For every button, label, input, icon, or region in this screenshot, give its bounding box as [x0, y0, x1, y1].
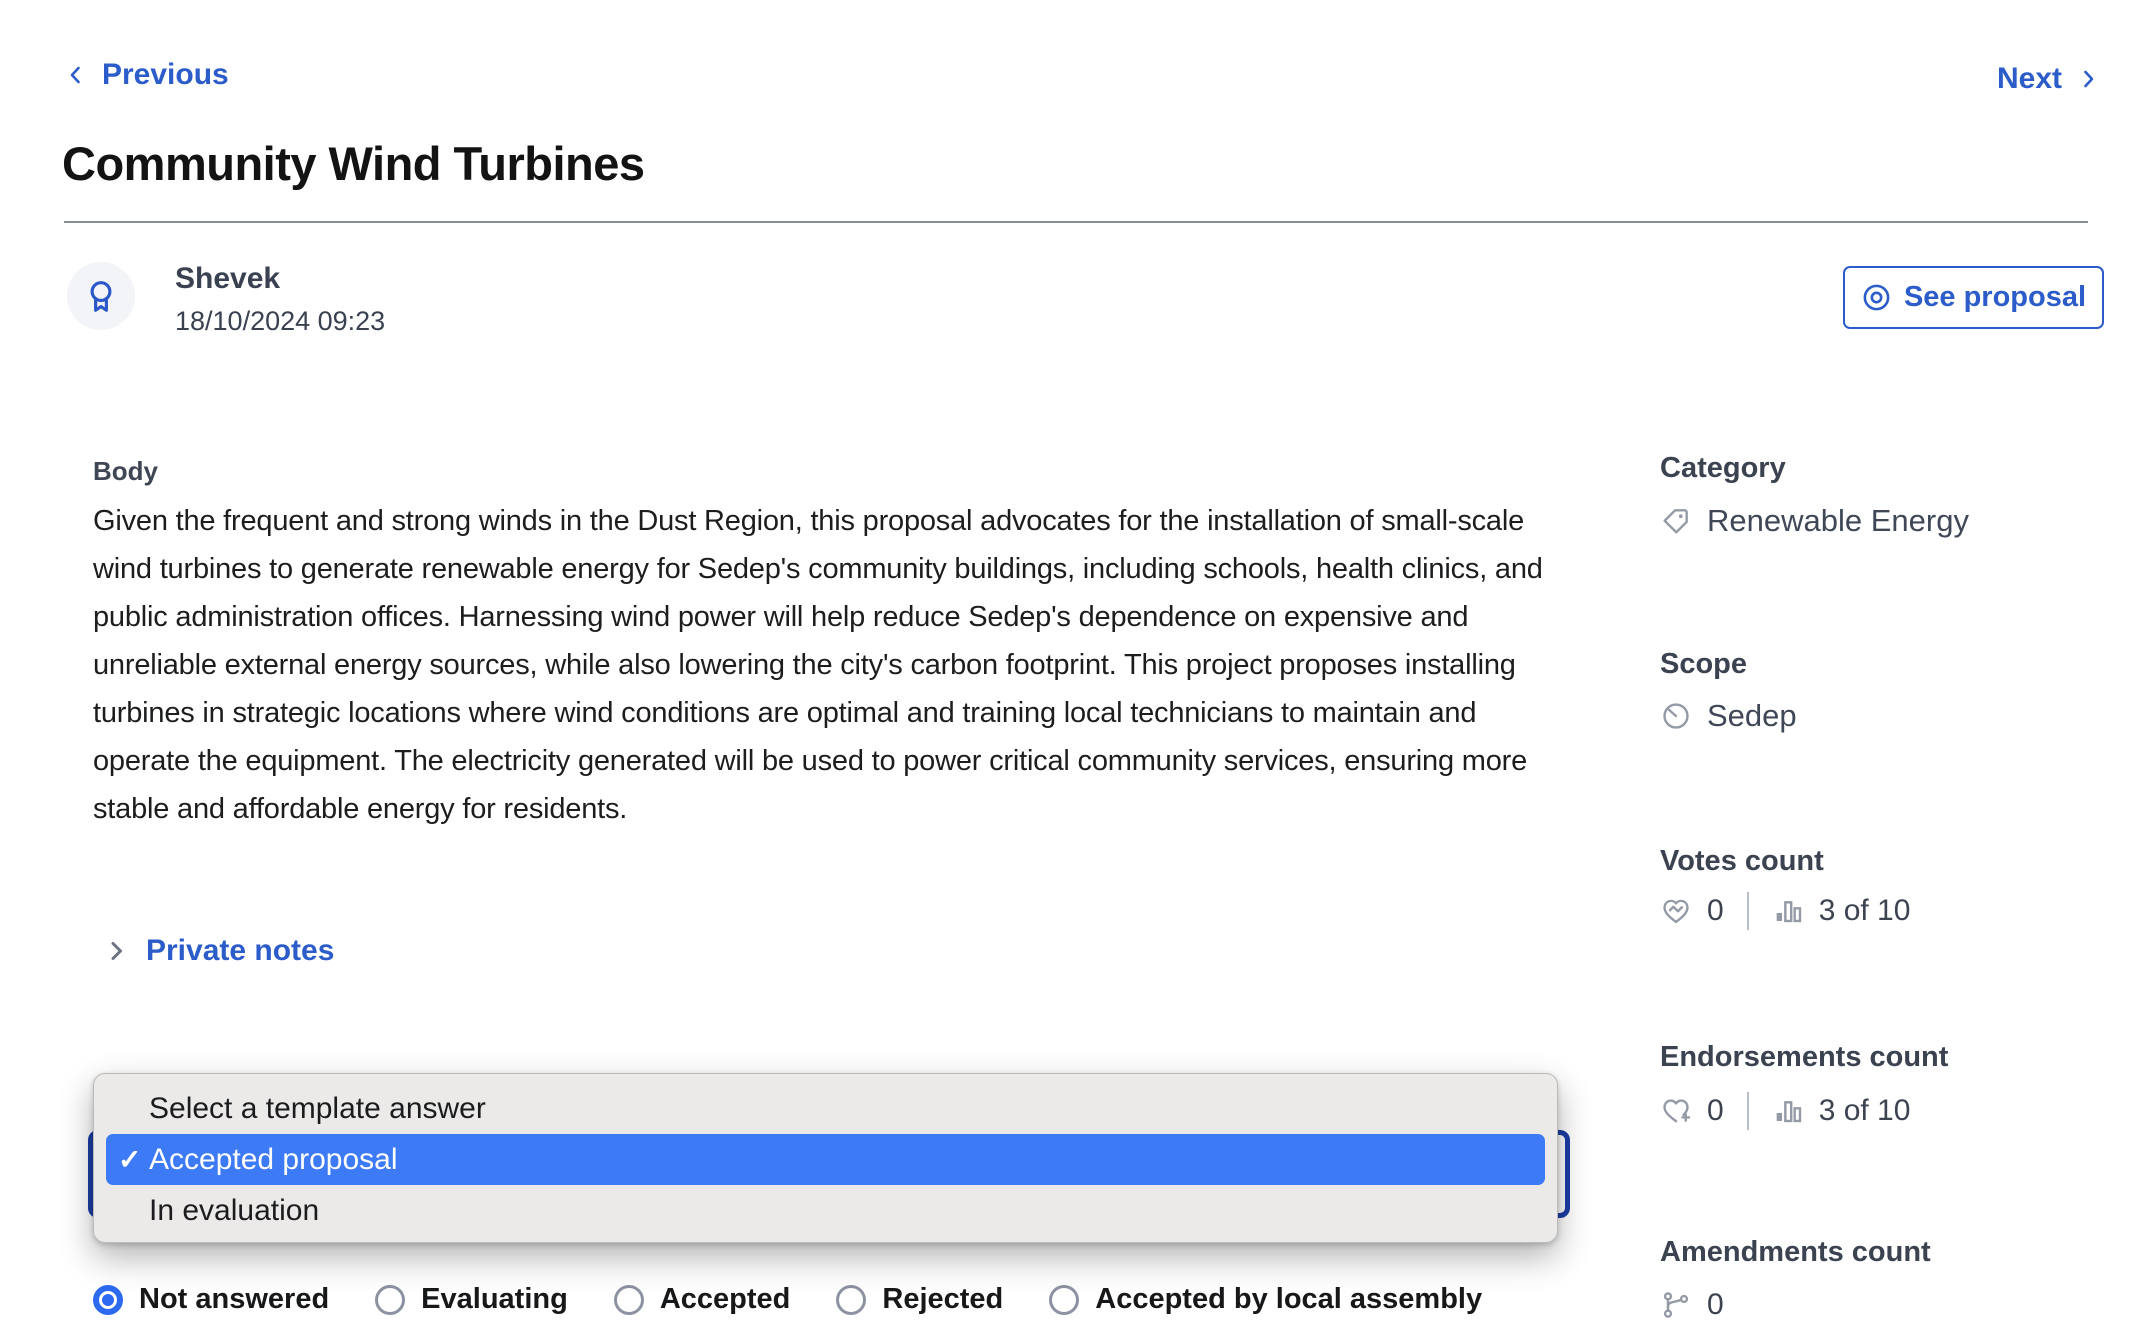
radio-button-icon[interactable] [93, 1285, 123, 1315]
radio-label: Evaluating [421, 1283, 568, 1315]
answer-state-radio-group [93, 1283, 1482, 1316]
votes-count-row [1660, 892, 1910, 930]
scope-value: Sedep [1707, 698, 1797, 733]
heart-pulse-icon [1660, 895, 1692, 927]
radio-button-icon[interactable] [375, 1285, 405, 1315]
scope-heading: Scope [1660, 648, 1748, 680]
eye-icon [1861, 282, 1892, 313]
private-notes-toggle[interactable] [104, 934, 334, 968]
chevron-right-icon [2076, 67, 2100, 91]
tag-icon [1660, 505, 1692, 537]
radio-button-icon[interactable] [1049, 1285, 1079, 1315]
votes-progress-value: 3 of 10 [1818, 894, 1911, 927]
dropdown-option-label: In evaluation [149, 1193, 320, 1227]
author-timestamp: 18/10/2024 09:23 [175, 306, 386, 336]
category-value: Renewable Energy [1707, 503, 1969, 538]
endorsements-count-value: 0 [1707, 1094, 1724, 1127]
votes-count-value: 0 [1707, 894, 1724, 927]
category-row [1660, 503, 1969, 539]
endorsements-progress-value: 3 of 10 [1818, 1094, 1911, 1127]
radio-label: Accepted [659, 1283, 791, 1315]
radio-label: Not answered [139, 1283, 330, 1315]
amendments-count-row [1660, 1288, 1724, 1322]
category-heading: Category [1660, 452, 1786, 484]
radio-evaluating[interactable] [375, 1283, 568, 1316]
body-label: Body [93, 456, 158, 486]
next-link[interactable] [1997, 62, 2100, 96]
amendments-count-heading: Amendments count [1660, 1236, 1931, 1268]
scope-row [1660, 698, 1797, 734]
dropdown-option-label: Accepted proposal [149, 1142, 398, 1176]
avatar [67, 262, 135, 330]
dropdown-option-label: Select a template answer [149, 1091, 486, 1125]
radio-label: Accepted by local assembly [1095, 1283, 1483, 1315]
check-icon: ✓ [118, 1144, 142, 1175]
previous-link[interactable] [64, 58, 229, 92]
body-text: Given the frequent and strong winds in the Dust Region, this proposal advocates for the installation of small-scale wind turbines to generate renewable energy for Sedep's community buildings, including schools, health clinics, and public administration offices. Harnessing wind power will help reduce Sedep's dependence on expensive and unreliable external energy sources, while also lowering the city's carbon footprint. This project proposes installing turbines in strategic locations where wind conditions are optimal and training local technicians to maintain and operate the equipment. The electricity generated will be used to power critical community services, ensuring more stable and affordable energy for residents. [93, 505, 1543, 825]
see-proposal-button[interactable] [1843, 266, 2104, 329]
bar-chart-icon [1772, 1095, 1804, 1127]
endorsements-count-row [1660, 1092, 1910, 1130]
heart-plus-icon [1660, 1095, 1692, 1127]
radio-not-answered[interactable] [93, 1283, 329, 1316]
dropdown-option-in-evaluation[interactable] [94, 1185, 1557, 1236]
radio-button-icon[interactable] [614, 1285, 644, 1315]
radio-rejected[interactable] [836, 1283, 1003, 1316]
git-branch-icon [1660, 1289, 1692, 1321]
stat-divider [1747, 892, 1749, 930]
see-proposal-label: See proposal [1903, 281, 2087, 313]
title-divider [64, 221, 2088, 223]
private-notes-label: Private notes [146, 934, 335, 967]
previous-label: Previous [102, 58, 229, 91]
votes-count-heading: Votes count [1660, 845, 1824, 877]
author-name: Shevek [175, 262, 281, 295]
next-label: Next [1996, 62, 2062, 95]
dropdown-option-accepted-proposal[interactable] [106, 1134, 1545, 1185]
scope-icon [1660, 700, 1692, 732]
chevron-right-icon [104, 939, 128, 963]
radio-accepted-by-local-assembly[interactable] [1049, 1283, 1482, 1316]
chevron-left-icon [64, 63, 88, 87]
stat-divider [1747, 1092, 1749, 1130]
amendments-count-value: 0 [1707, 1288, 1724, 1321]
template-answer-dropdown [93, 1073, 1558, 1243]
radio-accepted[interactable] [614, 1283, 791, 1316]
radio-button-icon[interactable] [836, 1285, 866, 1315]
dropdown-option-placeholder[interactable] [94, 1083, 1557, 1134]
award-icon [82, 277, 120, 315]
page-title: Community Wind Turbines [62, 137, 645, 190]
radio-label: Rejected [882, 1283, 1004, 1315]
endorsements-count-heading: Endorsements count [1660, 1041, 1949, 1073]
bar-chart-icon [1772, 895, 1804, 927]
